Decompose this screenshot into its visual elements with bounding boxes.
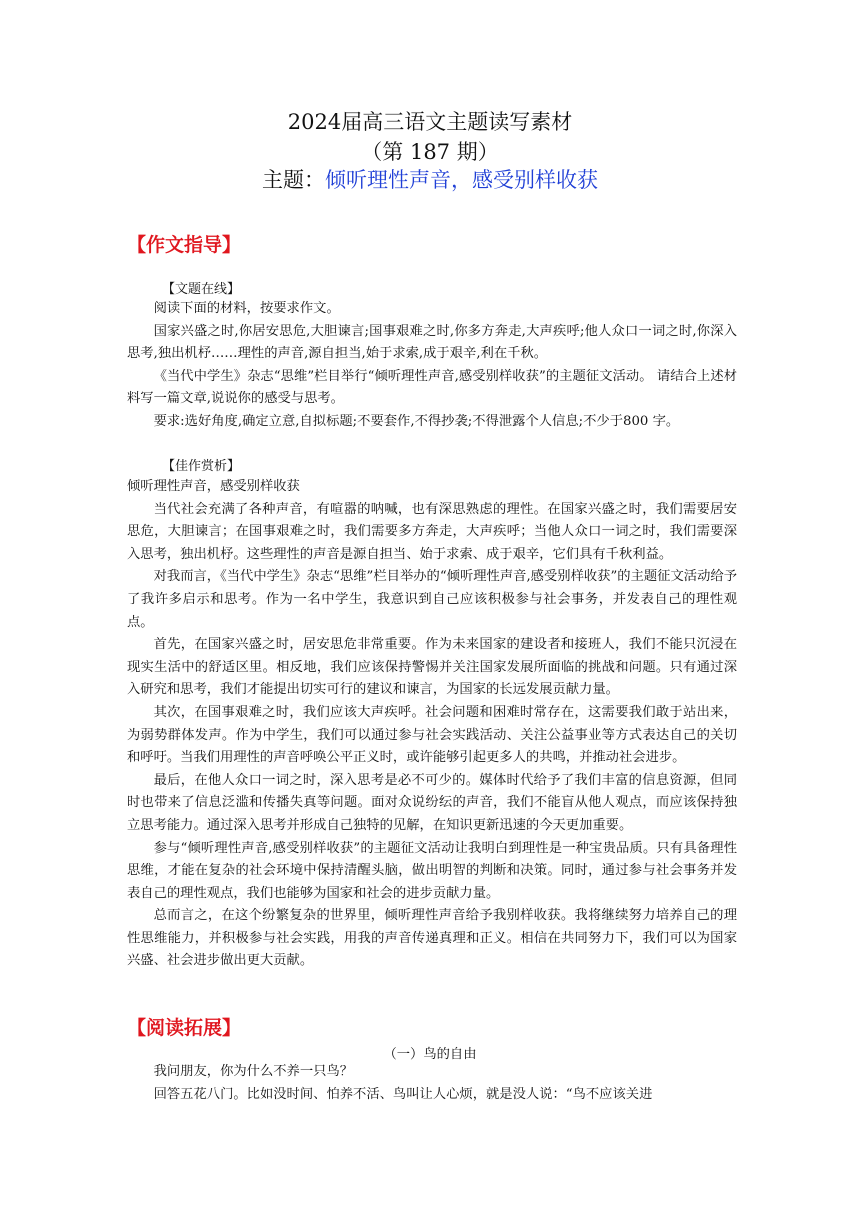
prompt-body xyxy=(127,298,737,434)
section-writing-guide: 【作文指导】 xyxy=(127,234,242,256)
prompt-paragraph: 要求:选好角度,确定立意,自拟标题;不要套作,不得抄袭;不得泄露个人信息;不少于800 字。 xyxy=(153,413,680,429)
document-title: 2024届高三语文主题读写素材 xyxy=(287,110,573,134)
essay-paragraph: 当代社会充满了各种声音，有喧嚣的呐喊，也有深思熟虑的理性。在国家兴盛之时，我们需要居安思危，大胆谏言；在国事艰难之时，我们需要多方奔走，大声疾呼；当他人众口一词之时，我们需要深入思考，独出机杼。这些理性的声音是源自担当、始于求索、成于艰辛，它们具有千秋利益。 xyxy=(127,501,737,562)
essay-body xyxy=(127,476,737,973)
issue-number: （第 187 期） xyxy=(361,140,499,164)
topic-line xyxy=(0,167,860,193)
prompt-paragraph: 阅读下面的材料，按要求作文。 xyxy=(153,301,340,316)
essay-title: 倾听理性声音，感受别样收获 xyxy=(127,479,300,494)
prompt-paragraph: 《当代中学生》杂志“思维”栏目举行“倾听理性声音,感受别样收获”的主题征文活动。 请结合上述材料写一篇文章,说说你的感受与思考。 xyxy=(127,368,737,407)
prompt-heading: 【文题在线】 xyxy=(162,282,241,297)
reading-title: （一）鸟的自由 xyxy=(383,1047,477,1062)
essay-paragraph: 参与“倾听理性声音,感受别样收获”的主题征文活动让我明白到理性是一种宝贵品质。只有具备理性思维，才能在复杂的社会环境中保持清醒头脑，做出明智的判断和决策。同时，通过参与社会事务并发表自己的理性观点，我们也能够为国家和社会的进步贡献力量。 xyxy=(127,840,737,901)
essay-paragraph: 其次，在国事艰难之时，我们应该大声疾呼。社会问题和困难时常存在，这需要我们敢于站出来，为弱势群体发声。作为中学生，我们可以通过参与社会实践活动、关注公益事业等方式表达自己的关切和呼吁。当我们用理性的声音呼唤公平正义时，或许能够引起更多人的共鸣，并推动社会进步。 xyxy=(127,704,737,766)
essay-paragraph: 总而言之，在这个纷繁复杂的世界里，倾听理性声音给予我别样收获。我将继续努力培养自己的理性思维能力，并积极参与社会实践，用我的声音传递真理和正义。相信在共同努力下，我们可以为国家兴盛、社会进步做出更大贡献。 xyxy=(127,908,737,969)
essay-paragraph: 首先，在国家兴盛之时，居安思危非常重要。作为未来国家的建设者和接班人，我们不能只沉浸在现实生活中的舒适区里。相反地，我们应该保持警惕并关注国家发展所面临的挑战和问题。只有通过深入研究和思考，我们才能提出切实可行的建议和谏言，为国家的长远发展贡献力量。 xyxy=(127,637,737,698)
essay-paragraph: 最后，在他人众口一词之时，深入思考是必不可少的。媒体时代给予了我们丰富的信息资源，但同时也带来了信息泛滥和传播失真等问题。面对众说纷纭的声音，我们不能盲从他人观点，而应该保持独立思考能力。通过深入思考并形成自己独特的见解，在知识更新迅速的今天更加重要。 xyxy=(127,772,737,833)
reading-body xyxy=(127,1061,737,1106)
essay-paragraph: 对我而言，《当代中学生》杂志“思维”栏目举办的“倾听理性声音,感受别样收获”的主题征文活动给予了我许多启示和思考。作为一名中学生，我意识到自己应该积极参与社会事务，并发表自己的理性观点。 xyxy=(127,569,737,630)
topic-label: 主题： xyxy=(262,168,325,192)
essay-heading: 【佳作赏析】 xyxy=(162,459,241,474)
section-reading-extension: 【阅读拓展】 xyxy=(127,1017,242,1039)
topic-text: 倾听理性声音，感受别样收获 xyxy=(325,168,598,192)
reading-paragraph: 回答五花八门。比如没时间、怕养不活、鸟叫让人心烦，就是没人说：“鸟不应该关进 xyxy=(153,1086,653,1102)
reading-paragraph: 我问朋友，你为什么不养一只鸟？ xyxy=(153,1064,354,1079)
prompt-paragraph: 国家兴盛之时,你居安思危,大胆谏言;国事艰难之时,你多方奔走,大声疾呼;他人众口一词之时,你深入思考,独出机杼……理性的声音,源自担当,始于求索,成于艰辛,利在千秋。 xyxy=(127,323,737,362)
